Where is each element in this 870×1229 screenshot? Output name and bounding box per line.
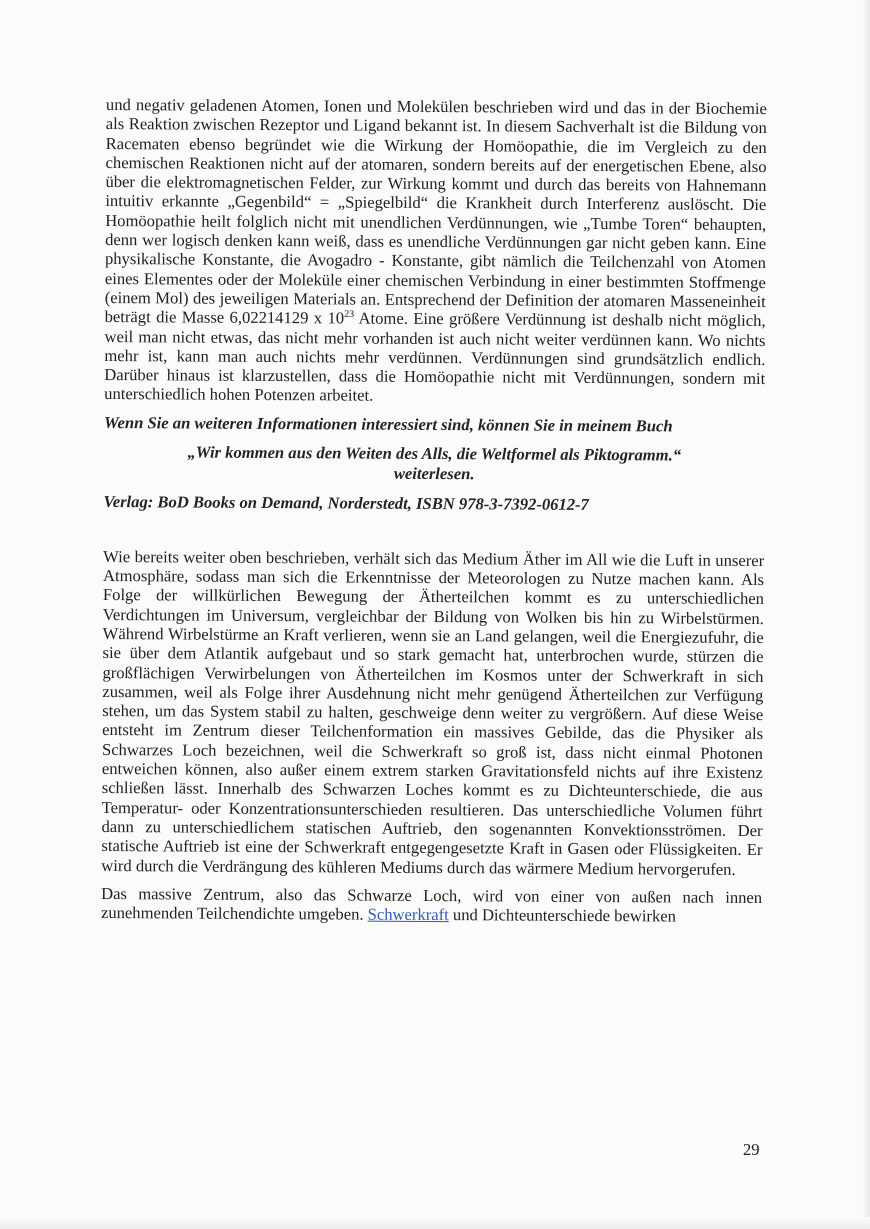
publisher-line: Verlag: BoD Books on Demand, Norderstedt, ISBN 978-3-7392-0612-7 [103, 491, 589, 514]
exponent: 23 [344, 309, 355, 321]
page-edge-shadow-bottom [0, 1217, 870, 1229]
book-title-line: „Wir kommen aus den Weiten des Alls, die Weltformel als Piktogramm.“ [187, 442, 682, 465]
paragraph-homeopathy [104, 95, 767, 408]
schwerkraft-link[interactable]: Schwerkraft [367, 904, 449, 925]
book-note-line-1: Wenn Sie an weiteren Informationen interessiert sind, können Sie in meinem Buch [103, 412, 673, 436]
paragraph-text: und negativ geladenen Atomen, Ionen und Molekülen beschrieben wird und das in der Biochemie als Reaktion zwischen Rezeptor und Ligand bekannt ist. In diesem Sachverhalt ist die Bildung von Racematen ebenso begründet wie die Wirkung der Homöopathie, die im Vergleich zu den chemischen Reaktionen nicht auf der atomaren, sondern bereits auf der energetischen Ebene, also über die elektromagnetischen Felder, zur Wirkung kommt und durch das bereits von Hahnemann intuitiv erkannte „Gegenbild“ = „Spiegelbild“ die Krankheit durch Interferenz auslöscht. Die Homöopathie heilt folglich nicht mit unendlichen Verdünnungen, wie „Tumbe Toren“ behaupten, denn wer logisch denken kann weiß, dass es unendliche Verdünnungen gar nicht geben kann. Eine physikalische Konstante, die Avogadro - Konstante, gibt nämlich die Teilchenzahl von Atomen eines Elementes oder der Moleküle einer chemischen Verbindung in einer bestimmten Stoffmenge (einem Mol) des jeweiligen Materials an. Entsprechend der Definition der atomaren Masseneinheit beträgt die Masse 6,02214129 x 10 [104, 95, 767, 328]
page-body [101, 95, 767, 926]
page-edge-shadow-right [862, 0, 870, 1229]
paragraph-text-continued: und Dichteunterschiede bewirken [448, 905, 677, 926]
paragraph-ether: Wie bereits weiter oben beschrieben, verhält sich das Medium Äther im All wie die Luft in unserer Atmosphäre, sodass man sich die Erkenntnisse der Meteorologen zu Nutze machen kann. Als Folge der willkürlichen Bewegung der Ätherteilchen kommt es zu unterschiedlichen Verdichtungen im Universum, vergleichbar der Bildung von Wolken bis hin zu Wirbelstürmen. Während Wirbelstürme an Kraft verlieren, wenn sie an Land gelangen, weil die Energiezufuhr, die sie über dem Atlantik aufgebaut und so stark gemacht hat, unterbrochen wurde, stürzen die großflächigen Verwirbelungen von Ätherteilchen im Kosmos unter der Schwerkraft in sich zusammen, weil als Folge ihrer Ausdehnung nicht mehr genügend Ätherteilchen zur Verfügung stehen, um das System stabil zu halten, geschweige denn weiter zu vergrößern. Auf diese Weise entsteht im Zentrum dieser Teilchenformation ein massives Gebilde, das die Physiker als Schwarzes Loch bezeichnen, weil die Schwerkraft so groß ist, dass nicht einmal Photonen entweichen können, also außer einem extrem starken Gravitationsfeld nichts auf ihre Existenz schließen lässt. Innerhalb des Schwarzen Loches kommt es zu Dichteunterschiede, die aus Temperatur- oder Konzentrationsunterschieden resultieren. Das unterschiedliche Volumen führt dann zu unterschiedlichem statischen Auftrieb, den sogenannten Konvektionsströmen. Der statische Auftrieb ist eine der Schwerkraft entgegengesetzte Kraft in Gasen oder Flüssigkeiten. Er wird durch die Verdrängung des kühleren Mediums durch das wärmere Medium hervorgerufen. [101, 546, 765, 879]
paragraph-black-hole [101, 884, 762, 927]
paragraph-text-continued: Atome. Eine größere Verdünnung ist deshalb nicht möglich, weil man nicht etwas, das nicht mehr vorhanden ist auch nicht weiter verdünnen kann. Wo nichts mehr ist, kann man auch nichts mehr verdünnen. Verdünnungen sind grundsätzlich endlich. Darüber hinaus ist klarzustellen, dass die Homöopathie nicht mit Verdünnungen, sondern mit unterschiedlich hohen Potenzen arbeitet. [104, 308, 766, 406]
book-note-line-3: weiterlesen. [393, 463, 475, 484]
page-number: 29 [743, 1140, 760, 1159]
paragraph-text: Das massive Zentrum, also das Schwarze Loch, wird von einer von außen nach innen zunehmenden Teilchendichte umgeben. [100, 883, 763, 924]
